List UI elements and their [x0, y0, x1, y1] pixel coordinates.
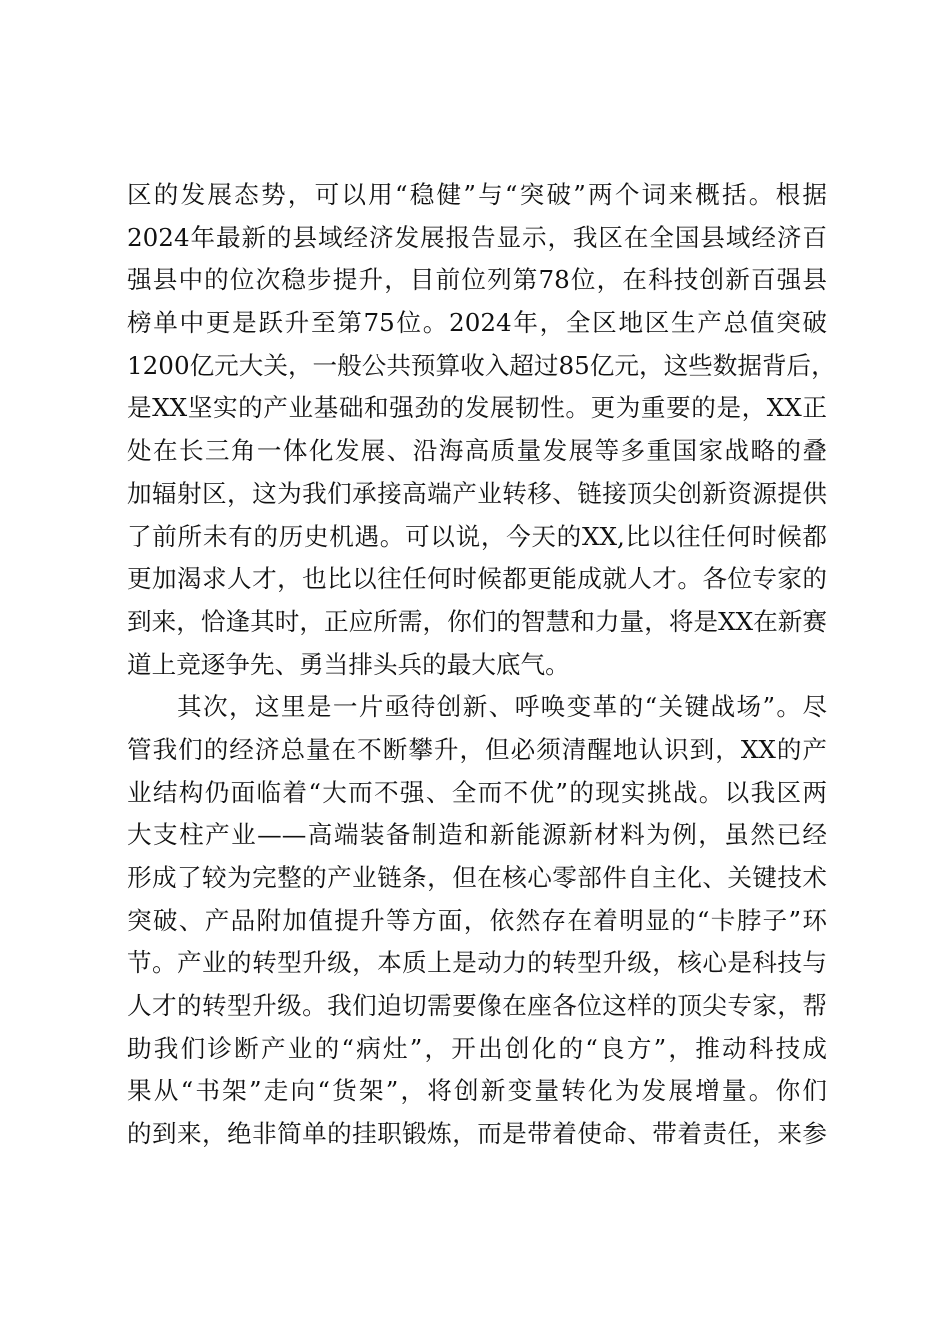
text-line: 节。产业的转型升级，本质上是动力的转型升级，核心是科技与	[127, 948, 827, 978]
body-text	[127, 174, 836, 1156]
text-line: 业结构仍面临着“大而不强、全而不优”的现实挑战。以我区两	[127, 777, 827, 807]
paragraph-2	[127, 686, 827, 1156]
text-line: 突破、产品附加值提升等方面，依然存在着明显的“卡脖子”环	[127, 905, 827, 935]
text-line: 强县中的位次稳步提升，目前位列第78位，在科技创新百强县	[127, 265, 827, 295]
text-line: 的到来，绝非简单的挂职锻炼，而是带着使命、带着责任，来参	[127, 1119, 827, 1149]
text-line: 了前所未有的历史机遇。可以说，今天的XX,比以往任何时候都	[127, 521, 827, 551]
paragraph-1	[127, 174, 836, 686]
text-line: 处在长三角一体化发展、沿海高质量发展等多重国家战略的叠	[127, 436, 827, 466]
text-line: 区的发展态势，可以用“稳健”与“突破”两个词来概括。根据	[127, 180, 827, 209]
text-line: 果从“书架”走向“货架”，将创新变量转化为发展增量。你们	[127, 1076, 827, 1106]
text-line: 其次，这里是一片亟待创新、呼唤变革的“关键战场”。尽	[177, 692, 827, 722]
text-line: 形成了较为完整的产业链条，但在核心零部件自主化、关键技术	[127, 863, 827, 892]
text-line: 到来，恰逢其时，正应所需，你们的智慧和力量，将是XX在新赛	[127, 606, 827, 636]
text-line: 管我们的经济总量在不断攀升，但必须清醒地认识到，XX的产	[127, 734, 827, 764]
text-line: 大支柱产业——高端装备制造和新能源新材料为例，虽然已经	[127, 820, 827, 850]
text-line: 更加渴求人才，也比以往任何时候都更能成就人才。各位专家的	[127, 564, 827, 594]
text-line: 人才的转型升级。我们迫切需要像在座各位这样的顶尖专家，帮	[127, 991, 827, 1021]
text-line: 1200亿元大关，一般公共预算收入超过85亿元，这些数据背后，	[127, 350, 836, 380]
text-line: 道上竞逐争先、勇当排头兵的最大底气。	[127, 649, 570, 679]
text-line: 助我们诊断产业的“病灶”，开出创化的“良方”，推动科技成	[127, 1033, 827, 1063]
text-line: 加辐射区，这为我们承接高端产业转移、链接顶尖创新资源提供	[127, 478, 827, 508]
text-line: 2024年最新的县域经济发展报告显示，我区在全国县域经济百	[127, 222, 827, 252]
text-line: 是XX坚实的产业基础和强劲的发展韧性。更为重要的是，XX正	[127, 393, 827, 423]
text-line: 榜单中更是跃升至第75位。2024年，全区地区生产总值突破	[127, 308, 827, 338]
